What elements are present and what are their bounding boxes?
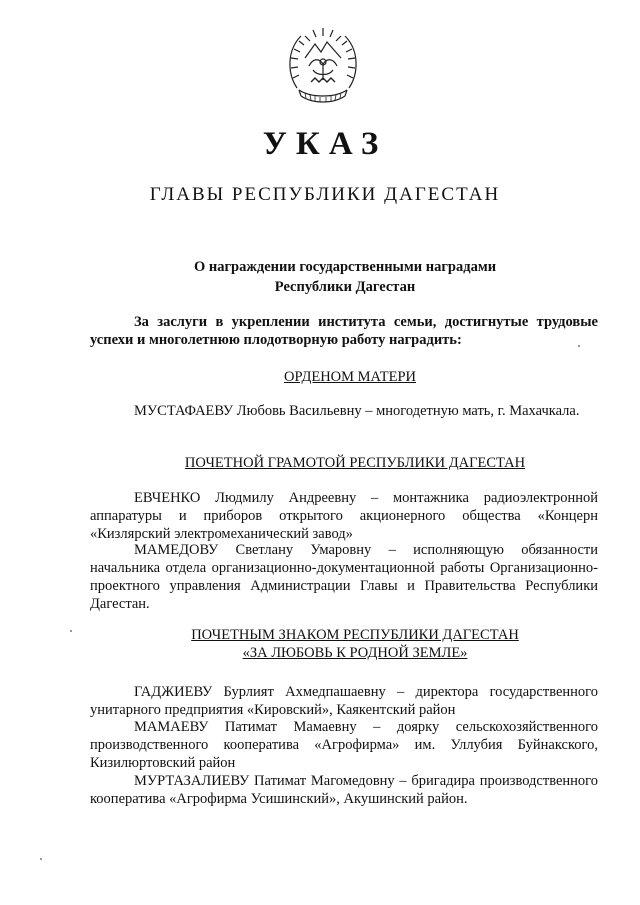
section-heading-line: ПОЧЕТНОЙ ГРАМОТОЙ РЕСПУБЛИКИ ДАГЕСТАН — [184, 455, 526, 471]
scan-speck — [70, 630, 72, 632]
document-title: УКАЗ — [262, 126, 388, 162]
document-subtitle: ГЛАВЫ РЕСПУБЛИКИ ДАГЕСТАН — [149, 184, 501, 205]
coat-of-arms-emblem — [283, 18, 363, 112]
subject-line-2: Республики Дагестан — [274, 279, 416, 295]
section-heading-line: ОРДЕНОМ МАТЕРИ — [284, 369, 416, 385]
decree-subject — [150, 257, 540, 297]
award-entry: МАМЕДОВУ Светлану Умаровну – исполняющую обязанности начальника отдела организационно-документационной работы Организационно-проектного управления Администрации Главы и Правительства Республики Дагестан. — [90, 542, 598, 612]
preamble-paragraph: За заслуги в укреплении института семьи, достигнутые трудовые успехи и многолетнюю плодотворную работу наградить: — [90, 314, 598, 348]
section-heading-line: «ЗА ЛЮБОВЬ К РОДНОЙ ЗЕМЛЕ» — [242, 645, 468, 661]
subject-line-1: О награждении государственными наградами — [193, 259, 497, 275]
section-heading-order-of-mother — [190, 368, 510, 386]
award-entry: МАМАЕВУ Патимат Мамаевну – доярку сельскохозяйственного производственного кооператива «Агрофирма» им. Уллубия Буйнакского, Кизилюртовский район — [90, 719, 598, 771]
scan-speck — [40, 858, 42, 860]
award-entry: МУСТАФАЕВУ Любовь Васильевну – многодетную мать, г. Махачкала. — [134, 403, 580, 419]
section-heading-certificate-of-honor — [160, 454, 550, 472]
award-entry: ЕВЧЕНКО Людмилу Андреевну – монтажника радиоэлектронной аппаратуры и приборов открытого акционерного общества «Концерн «Кизлярский электромеханический завод» — [90, 490, 598, 542]
section-heading-badge-love-for-native-land — [170, 626, 540, 662]
award-entry: ГАДЖИЕВУ Бурлият Ахмедпашаевну – директора государственного унитарного предприятия «Кировский», Каякентский район — [90, 684, 598, 718]
scan-speck — [578, 345, 580, 347]
section-heading-line: ПОЧЕТНЫМ ЗНАКОМ РЕСПУБЛИКИ ДАГЕСТАН — [191, 627, 519, 643]
award-entry: МУРТАЗАЛИЕВУ Патимат Магомедовну – бригадира производственного кооператива «Агрофирма Усишинский», Акушинский район. — [90, 773, 598, 807]
